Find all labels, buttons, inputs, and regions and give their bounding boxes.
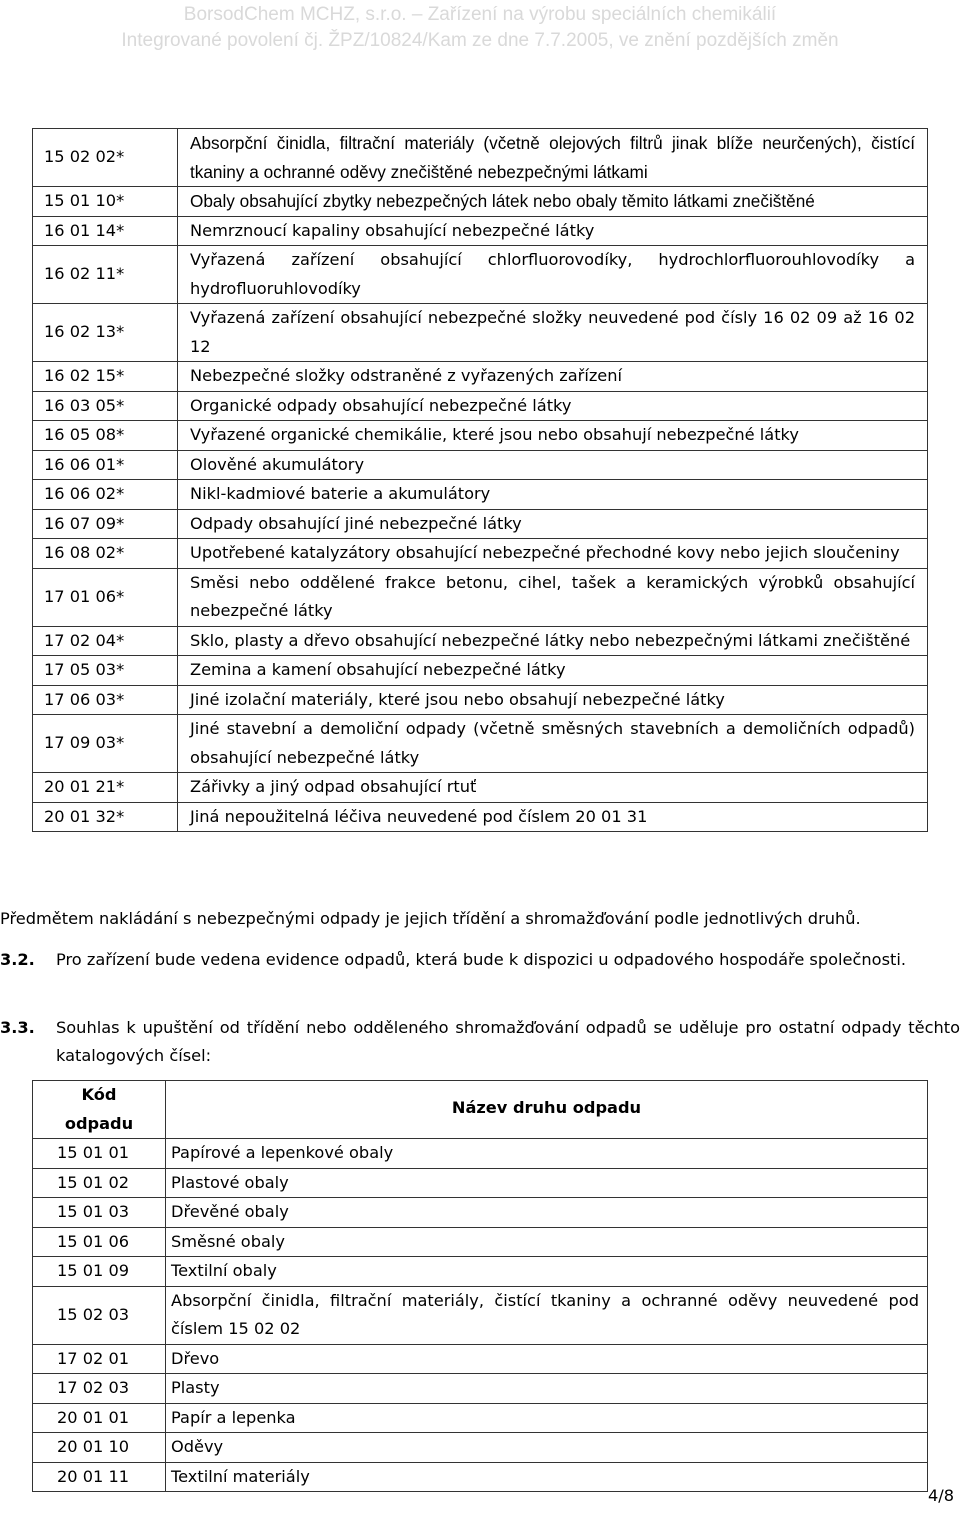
hazardous-waste-table bbox=[32, 128, 928, 832]
waste-code-cell: 20 01 32* bbox=[33, 802, 178, 832]
waste-description-cell: Jiná nepoužitelná léčiva neuvedené pod číslem 20 01 31 bbox=[178, 802, 928, 832]
table-row bbox=[33, 568, 928, 626]
waste-code-cell: 20 01 01 bbox=[33, 1403, 166, 1433]
waste-code-cell: 16 02 13* bbox=[33, 304, 178, 362]
waste-code-cell: 20 01 10 bbox=[33, 1433, 166, 1463]
section-3-3 bbox=[0, 1014, 960, 1070]
waste-description-cell: Absorpční činidla, filtrační materiály, čistící tkaniny a ochranné oděvy neuvedené pod číslem 15 02 02 bbox=[166, 1286, 928, 1344]
table-row bbox=[33, 1374, 928, 1404]
table-row bbox=[33, 421, 928, 451]
waste-code-cell: 16 07 09* bbox=[33, 509, 178, 539]
waste-code-cell: 17 01 06* bbox=[33, 568, 178, 626]
waste-code-cell: 15 01 03 bbox=[33, 1198, 166, 1228]
waste-code-cell: 16 01 14* bbox=[33, 216, 178, 246]
waste-code-cell: 16 02 15* bbox=[33, 362, 178, 392]
waste-description-cell: Papír a lepenka bbox=[166, 1403, 928, 1433]
table-row bbox=[33, 509, 928, 539]
table-row bbox=[33, 480, 928, 510]
waste-code-cell: 16 03 05* bbox=[33, 391, 178, 421]
waste-code-cell: 20 01 11 bbox=[33, 1462, 166, 1492]
table-row bbox=[33, 450, 928, 480]
table-row bbox=[33, 1433, 928, 1463]
waste-description-cell: Dřevěné obaly bbox=[166, 1198, 928, 1228]
handling-paragraph: Předmětem nakládání s nebezpečnými odpady je jejich třídění a shromažďování podle jednotlivých druhů. bbox=[0, 909, 861, 928]
section-3-2 bbox=[0, 946, 960, 974]
waste-code-cell: 16 08 02* bbox=[33, 539, 178, 569]
table-row bbox=[33, 1344, 928, 1374]
waste-catalog-table bbox=[32, 1080, 928, 1492]
waste-description-cell: Organické odpady obsahující nebezpečné látky bbox=[178, 391, 928, 421]
table-row bbox=[33, 685, 928, 715]
waste-description-cell: Obaly obsahující zbytky nebezpečných látek nebo obaly těmito látkami znečištěné bbox=[178, 187, 928, 217]
table-row bbox=[33, 187, 928, 217]
waste-code-cell: 17 06 03* bbox=[33, 685, 178, 715]
section-text: Souhlas k upuštění od třídění nebo odděleného shromažďování odpadů se uděluje pro ostatní odpady těchto katalogových čísel: bbox=[56, 1018, 960, 1065]
waste-description-cell: Dřevo bbox=[166, 1344, 928, 1374]
waste-code-cell: 15 02 02* bbox=[33, 129, 178, 187]
waste-description-cell: Plastové obaly bbox=[166, 1168, 928, 1198]
table-row bbox=[33, 1257, 928, 1287]
waste-description-cell: Zemina a kamení obsahující nebezpečné látky bbox=[178, 656, 928, 686]
table-row bbox=[33, 1227, 928, 1257]
waste-code-cell: 15 01 02 bbox=[33, 1168, 166, 1198]
waste-description-cell: Sklo, plasty a dřevo obsahující nebezpečné látky nebo nebezpečnými látkami znečištěné bbox=[178, 626, 928, 656]
table-row bbox=[33, 626, 928, 656]
waste-description-cell: Zářivky a jiný odpad obsahující rtuť bbox=[178, 773, 928, 803]
waste-description-cell: Absorpční činidla, filtrační materiály (včetně olejových filtrů jinak blíže neurčených), čistící tkaniny a ochranné oděvy znečištěné nebezpečnými látkami bbox=[178, 129, 928, 187]
table-row bbox=[33, 1286, 928, 1344]
table-row bbox=[33, 539, 928, 569]
column-header-code-line1: Kód bbox=[81, 1085, 117, 1104]
section-number: 3.3. bbox=[0, 1018, 35, 1037]
waste-description-cell: Olověné akumulátory bbox=[178, 450, 928, 480]
header-line-1: BorsodChem MCHZ, s.r.o. – Zařízení na výrobu speciálních chemikálií bbox=[183, 4, 777, 25]
column-header-code-line2: odpadu bbox=[64, 1113, 134, 1133]
waste-code-cell: 15 01 06 bbox=[33, 1227, 166, 1257]
table-row bbox=[33, 216, 928, 246]
waste-description-cell: Papírové a lepenkové obaly bbox=[166, 1139, 928, 1169]
waste-code-cell: 17 09 03* bbox=[33, 715, 178, 773]
waste-code-cell: 15 01 09 bbox=[33, 1257, 166, 1287]
page-header bbox=[0, 0, 960, 64]
waste-description-cell: Odpady obsahující jiné nebezpečné látky bbox=[178, 509, 928, 539]
waste-description-cell: Vyřazená zařízení obsahující nebezpečné složky neuvedené pod čísly 16 02 09 až 16 02 12 bbox=[178, 304, 928, 362]
waste-description-cell: Textilní obaly bbox=[166, 1257, 928, 1287]
table-row bbox=[33, 1168, 928, 1198]
waste-code-cell: 20 01 21* bbox=[33, 773, 178, 803]
waste-code-cell: 16 06 02* bbox=[33, 480, 178, 510]
waste-description-cell: Jiné stavební a demoliční odpady (včetně směsných stavebních a demoličních odpadů) obsahující nebezpečné látky bbox=[178, 715, 928, 773]
waste-description-cell: Textilní materiály bbox=[166, 1462, 928, 1492]
waste-code-cell: 15 01 01 bbox=[33, 1139, 166, 1169]
waste-code-cell: 17 05 03* bbox=[33, 656, 178, 686]
waste-description-cell: Směsi nebo oddělené frakce betonu, cihel, tašek a keramických výrobků obsahující nebezpečné látky bbox=[178, 568, 928, 626]
waste-description-cell: Upotřebené katalyzátory obsahující nebezpečné přechodné kovy nebo jejich sloučeniny bbox=[178, 539, 928, 569]
waste-code-cell: 16 06 01* bbox=[33, 450, 178, 480]
page-number: 4/8 bbox=[927, 1486, 954, 1505]
waste-code-cell: 17 02 01 bbox=[33, 1344, 166, 1374]
waste-code-cell: 16 02 11* bbox=[33, 246, 178, 304]
waste-description-cell: Jiné izolační materiály, které jsou nebo obsahují nebezpečné látky bbox=[178, 685, 928, 715]
table-row bbox=[33, 1403, 928, 1433]
waste-description-cell: Nebezpečné složky odstraněné z vyřazených zařízení bbox=[178, 362, 928, 392]
waste-description-cell: Plasty bbox=[166, 1374, 928, 1404]
waste-description-cell: Vyřazená zařízení obsahující chlorfluorovodíky, hydrochlorfluorouhlovodíky a hydrofluoruhlovodíky bbox=[178, 246, 928, 304]
table-row bbox=[33, 656, 928, 686]
section-text: Pro zařízení bude vedena evidence odpadů, která bude k dispozici u odpadového hospodáře společnosti. bbox=[56, 950, 906, 969]
waste-code-cell: 15 02 03 bbox=[33, 1286, 166, 1344]
table-row bbox=[33, 715, 928, 773]
table-row bbox=[33, 773, 928, 803]
waste-code-cell: 17 02 04* bbox=[33, 626, 178, 656]
waste-code-cell: 16 05 08* bbox=[33, 421, 178, 451]
waste-code-cell: 17 02 03 bbox=[33, 1374, 166, 1404]
table-row bbox=[33, 129, 928, 187]
section-number: 3.2. bbox=[0, 950, 35, 969]
waste-description-cell: Směsné obaly bbox=[166, 1227, 928, 1257]
waste-description-cell: Oděvy bbox=[166, 1433, 928, 1463]
waste-description-cell: Vyřazené organické chemikálie, které jsou nebo obsahují nebezpečné látky bbox=[178, 421, 928, 451]
waste-code-cell: 15 01 10* bbox=[33, 187, 178, 217]
waste-description-cell: Nemrznoucí kapaliny obsahující nebezpečné látky bbox=[178, 216, 928, 246]
table-row bbox=[33, 1139, 928, 1169]
table-row bbox=[33, 802, 928, 832]
column-header-code bbox=[33, 1081, 166, 1139]
header-line-2: Integrované povolení čj. ŽPZ/10824/Kam ze dne 7.7.2005, ve znění pozdějších změn bbox=[121, 30, 839, 51]
table-header-row bbox=[33, 1081, 928, 1139]
table-row bbox=[33, 391, 928, 421]
table-row bbox=[33, 362, 928, 392]
table-row bbox=[33, 246, 928, 304]
table-row bbox=[33, 304, 928, 362]
table-row bbox=[33, 1462, 928, 1492]
column-header-name: Název druhu odpadu bbox=[166, 1081, 928, 1139]
table-row bbox=[33, 1198, 928, 1228]
waste-description-cell: Nikl-kadmiové baterie a akumulátory bbox=[178, 480, 928, 510]
